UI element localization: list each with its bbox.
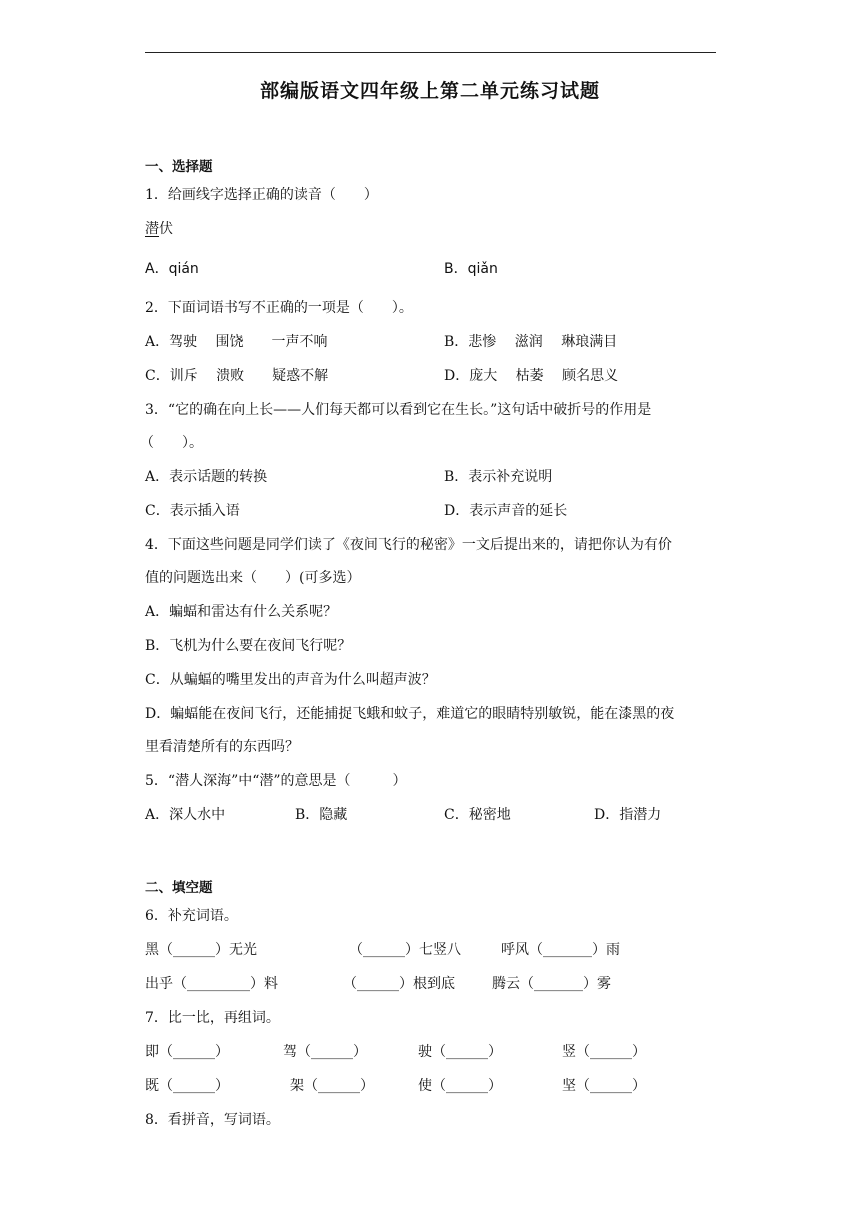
q7-blank-7[interactable]: 使（______）	[418, 1078, 502, 1094]
question-3-option-a: A．表示话题的转换	[145, 469, 268, 485]
q7-blank-6[interactable]: 架（______）	[290, 1078, 374, 1094]
question-4-stem-line2: 值的问题选出来（ ）(可多选）	[145, 570, 361, 586]
question-4-option-b: B．飞机为什么要在夜间飞行呢？	[145, 638, 352, 654]
question-1-word	[145, 220, 173, 238]
question-7-stem: 7．比一比，再组词。	[145, 1010, 280, 1026]
question-2-option-b: B．悲惨 滋润 琳琅满目	[444, 334, 618, 350]
question-5-option-c: C．秘密地	[444, 807, 511, 823]
question-3-option-d: D．表示声音的延长	[444, 503, 568, 519]
question-4-option-d-line2: 里看清楚所有的东西吗？	[145, 739, 299, 755]
q7-blank-2[interactable]: 驾（______）	[283, 1044, 367, 1060]
q6-blank-5[interactable]: （______）根到底	[343, 976, 455, 992]
page-title: 部编版语文四年级上第二单元练习试题	[259, 80, 600, 102]
word-rest: 伏	[159, 221, 173, 237]
question-3-option-b: B．表示补充说明	[444, 469, 553, 485]
question-4-stem-line1: 4．下面这些问题是同学们读了《夜间飞行的秘密》一文后提出来的，请把你认为有价	[145, 537, 672, 553]
question-8-stem: 8．看拼音，写词语。	[145, 1112, 280, 1128]
question-4-option-d-line1: D．蝙蝠能在夜间飞行，还能捕捉飞蛾和蚊子，难道它的眼睛特别敏锐，能在漆黑的夜	[145, 706, 675, 722]
q7-blank-8[interactable]: 坚（______）	[562, 1078, 646, 1094]
q7-blank-4[interactable]: 竖（______）	[562, 1044, 646, 1060]
question-5-option-b: B．隐藏	[295, 807, 348, 823]
q7-blank-1[interactable]: 即（______）	[145, 1044, 229, 1060]
q6-blank-4[interactable]: 出乎（_________）料	[145, 976, 278, 992]
q6-blank-1[interactable]: 黑（______）无光	[145, 942, 257, 958]
question-2-option-d: D．庞大 枯萎 顾名思义	[444, 368, 619, 384]
question-5-stem: 5．“潜人深海”中“潜”的意思是（ ）	[145, 773, 407, 789]
question-2-stem: 2．下面词语书写不正确的一项是（ ）。	[145, 300, 413, 316]
question-6-stem: 6．补充词语。	[145, 908, 238, 924]
q6-blank-3[interactable]: 呼风（_______）雨	[501, 942, 620, 958]
question-1-option-a: A．qián	[145, 261, 199, 277]
question-2-option-a: A．驾驶 围饶 一声不响	[145, 334, 328, 350]
question-5-option-d: D．指潜力	[594, 807, 662, 823]
question-4-option-a: A．蝙蝠和雷达有什么关系呢？	[145, 604, 338, 620]
header-rule	[145, 52, 716, 53]
question-1-option-b: B．qiǎn	[444, 261, 498, 277]
q6-blank-2[interactable]: （______）七竖八	[349, 942, 461, 958]
q7-blank-5[interactable]: 既（______）	[145, 1078, 229, 1094]
q6-blank-6[interactable]: 腾云（_______）雾	[492, 976, 611, 992]
question-3-stem-line2: （ ）。	[140, 435, 203, 451]
question-1-stem: 1．给画线字选择正确的读音（ ）	[145, 187, 378, 203]
question-5-option-a: A．深人水中	[145, 807, 226, 823]
section-heading-fill: 二、填空题	[145, 880, 213, 896]
section-heading-choice: 一、选择题	[145, 159, 213, 175]
question-4-option-c: C．从蝙蝠的嘴里发出的声音为什么叫超声波？	[145, 672, 436, 688]
question-3-option-c: C．表示插入语	[145, 503, 240, 519]
question-3-stem-line1: 3．“它的确在向上长——人们每天都可以看到它在生长。”这句话中破折号的作用是	[145, 402, 652, 418]
question-2-option-c: C．训斥 溃败 疑惑不解	[145, 368, 329, 384]
underlined-character: 潜	[145, 221, 159, 237]
q7-blank-3[interactable]: 驶（______）	[418, 1044, 502, 1060]
